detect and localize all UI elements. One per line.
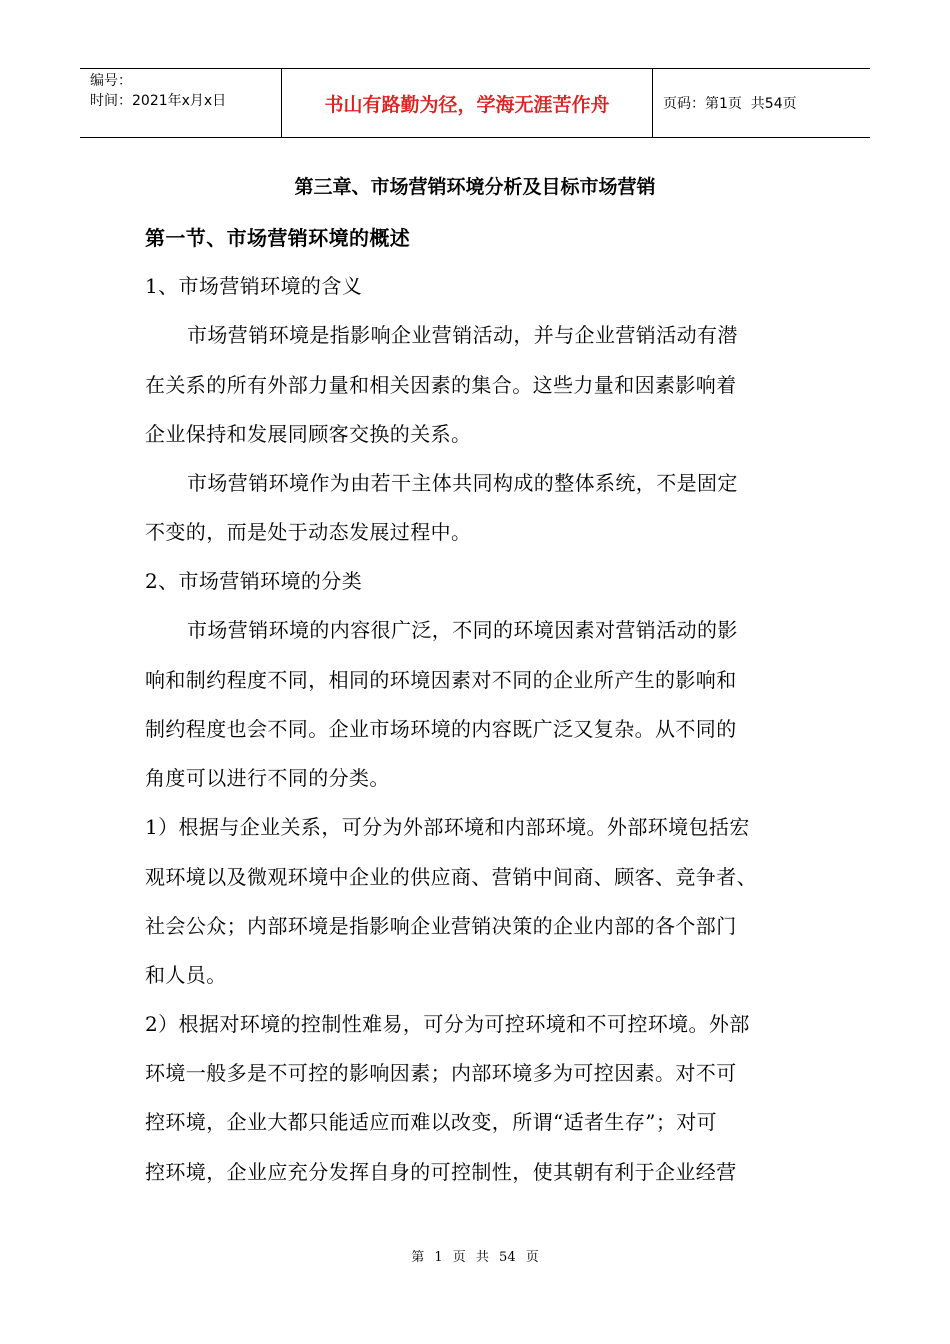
paragraph-line: 和人员。 [145,963,227,987]
paragraph-line: 响和制约程度不同，相同的环境因素对不同的企业所产生的影响和 [145,668,737,692]
chapter-title: 第三章、市场营销环境分析及目标市场营销 [294,176,656,198]
paragraph-line: 制约程度也会不同。企业市场环境的内容既广泛又复杂。从不同的 [145,717,737,741]
paragraph-line: 在关系的所有外部力量和相关因素的集合。这些力量和因素影响着 [145,373,737,397]
page-info: 页码：第1页 共54页 [663,96,797,112]
number-label: 编号： [90,73,132,89]
paragraph-line: 1）根据与企业关系，可分为外部环境和内部环境。外部环境包括宏 [145,815,750,839]
paragraph-line: 市场营销环境作为由若干主体共同构成的整体系统，不是固定 [187,471,738,495]
paragraph-line: 1、市场营销环境的含义 [145,274,363,298]
paragraph-line: 角度可以进行不同的分类。 [145,766,390,790]
paragraph-line: 社会公众；内部环境是指影响企业营销决策的企业内部的各个部门 [145,914,737,938]
section-title: 第一节、市场营销环境的概述 [145,226,411,250]
motto-text: 书山有路勤为径，学海无涯苦作舟 [324,93,610,116]
paragraph-line: 不变的，而是处于动态发展过程中。 [145,520,472,544]
header-motto-cell [282,69,653,137]
document-header [80,68,870,138]
paragraph-line: 观环境以及微观环境中企业的供应商、营销中间商、顾客、竞争者、 [145,865,757,889]
page-footer: 第 1 页 共 54 页 [411,1250,539,1265]
paragraph-line: 2）根据对环境的控制性难易，可分为可控环境和不可控环境。外部 [145,1012,750,1036]
paragraph-line: 企业保持和发展同顾客交换的关系。 [145,422,472,446]
paragraph-line: 市场营销环境是指影响企业营销活动，并与企业营销活动有潜 [187,323,738,347]
paragraph-line: 2、市场营销环境的分类 [145,569,363,593]
date-label: 时间：2021年x月x日 [90,93,227,109]
paragraph-line: 环境一般多是不可控的影响因素；内部环境多为可控因素。对不可 [145,1061,737,1085]
paragraph-line: 市场营销环境的内容很广泛，不同的环境因素对营销活动的影 [187,618,738,642]
header-page-cell [653,69,870,137]
paragraph-line: 控环境，企业大都只能适应而难以改变，所谓“适者生存”；对可 [145,1110,718,1134]
header-meta-cell [80,69,282,137]
paragraph-line: 控环境，企业应充分发挥自身的可控制性，使其朝有利于企业经营 [145,1160,737,1184]
